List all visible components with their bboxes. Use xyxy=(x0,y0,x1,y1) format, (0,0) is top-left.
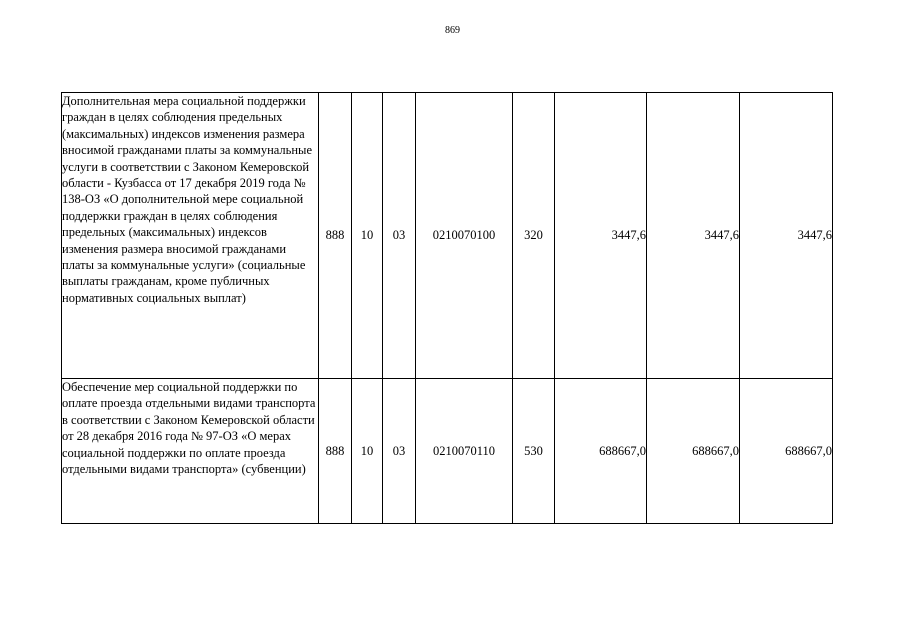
amount-year-2: 3447,6 xyxy=(647,93,740,379)
amount-year-3: 688667,0 xyxy=(740,379,833,524)
row-description: Дополнительная мера социальной поддержки граждан в целях соблюдения предельных (максимальных) индексов изменения размера вносимой гражданами платы за коммунальные услуги в соответствии с Законом Кемеровской области - Кузбасса от 17 декабря 2019 года № 138-ОЗ «О дополнительной мере социальной поддержки граждан в целях соблюдения предельных (максимальных) индексов изменения размера вносимой гражданами платы за коммунальные услуги» (социальные выплаты гражданам, кроме публичных нормативных социальных выплат) xyxy=(62,93,319,379)
ministry-code: 888 xyxy=(319,379,352,524)
target-article-code: 0210070110 xyxy=(416,379,513,524)
table-row xyxy=(62,93,833,379)
ministry-code: 888 xyxy=(319,93,352,379)
table-row xyxy=(62,379,833,524)
amount-year-3: 3447,6 xyxy=(740,93,833,379)
subsection-code: 03 xyxy=(383,93,416,379)
section-code: 10 xyxy=(352,379,383,524)
amount-year-1: 3447,6 xyxy=(555,93,647,379)
row-description: Обеспечение мер социальной поддержки по оплате проезда отдельными видами транспорта в соответствии с Законом Кемеровской области от 28 декабря 2016 года № 97-ОЗ «О мерах социальной поддержки по оплате проезда отдельными видами транспорта» (субвенции) xyxy=(62,379,319,524)
amount-year-2: 688667,0 xyxy=(647,379,740,524)
section-code: 10 xyxy=(352,93,383,379)
expense-type-code: 530 xyxy=(513,379,555,524)
page-number: 869 xyxy=(445,25,460,36)
expense-type-code: 320 xyxy=(513,93,555,379)
target-article-code: 0210070100 xyxy=(416,93,513,379)
subsection-code: 03 xyxy=(383,379,416,524)
amount-year-1: 688667,0 xyxy=(555,379,647,524)
budget-table xyxy=(61,92,833,524)
